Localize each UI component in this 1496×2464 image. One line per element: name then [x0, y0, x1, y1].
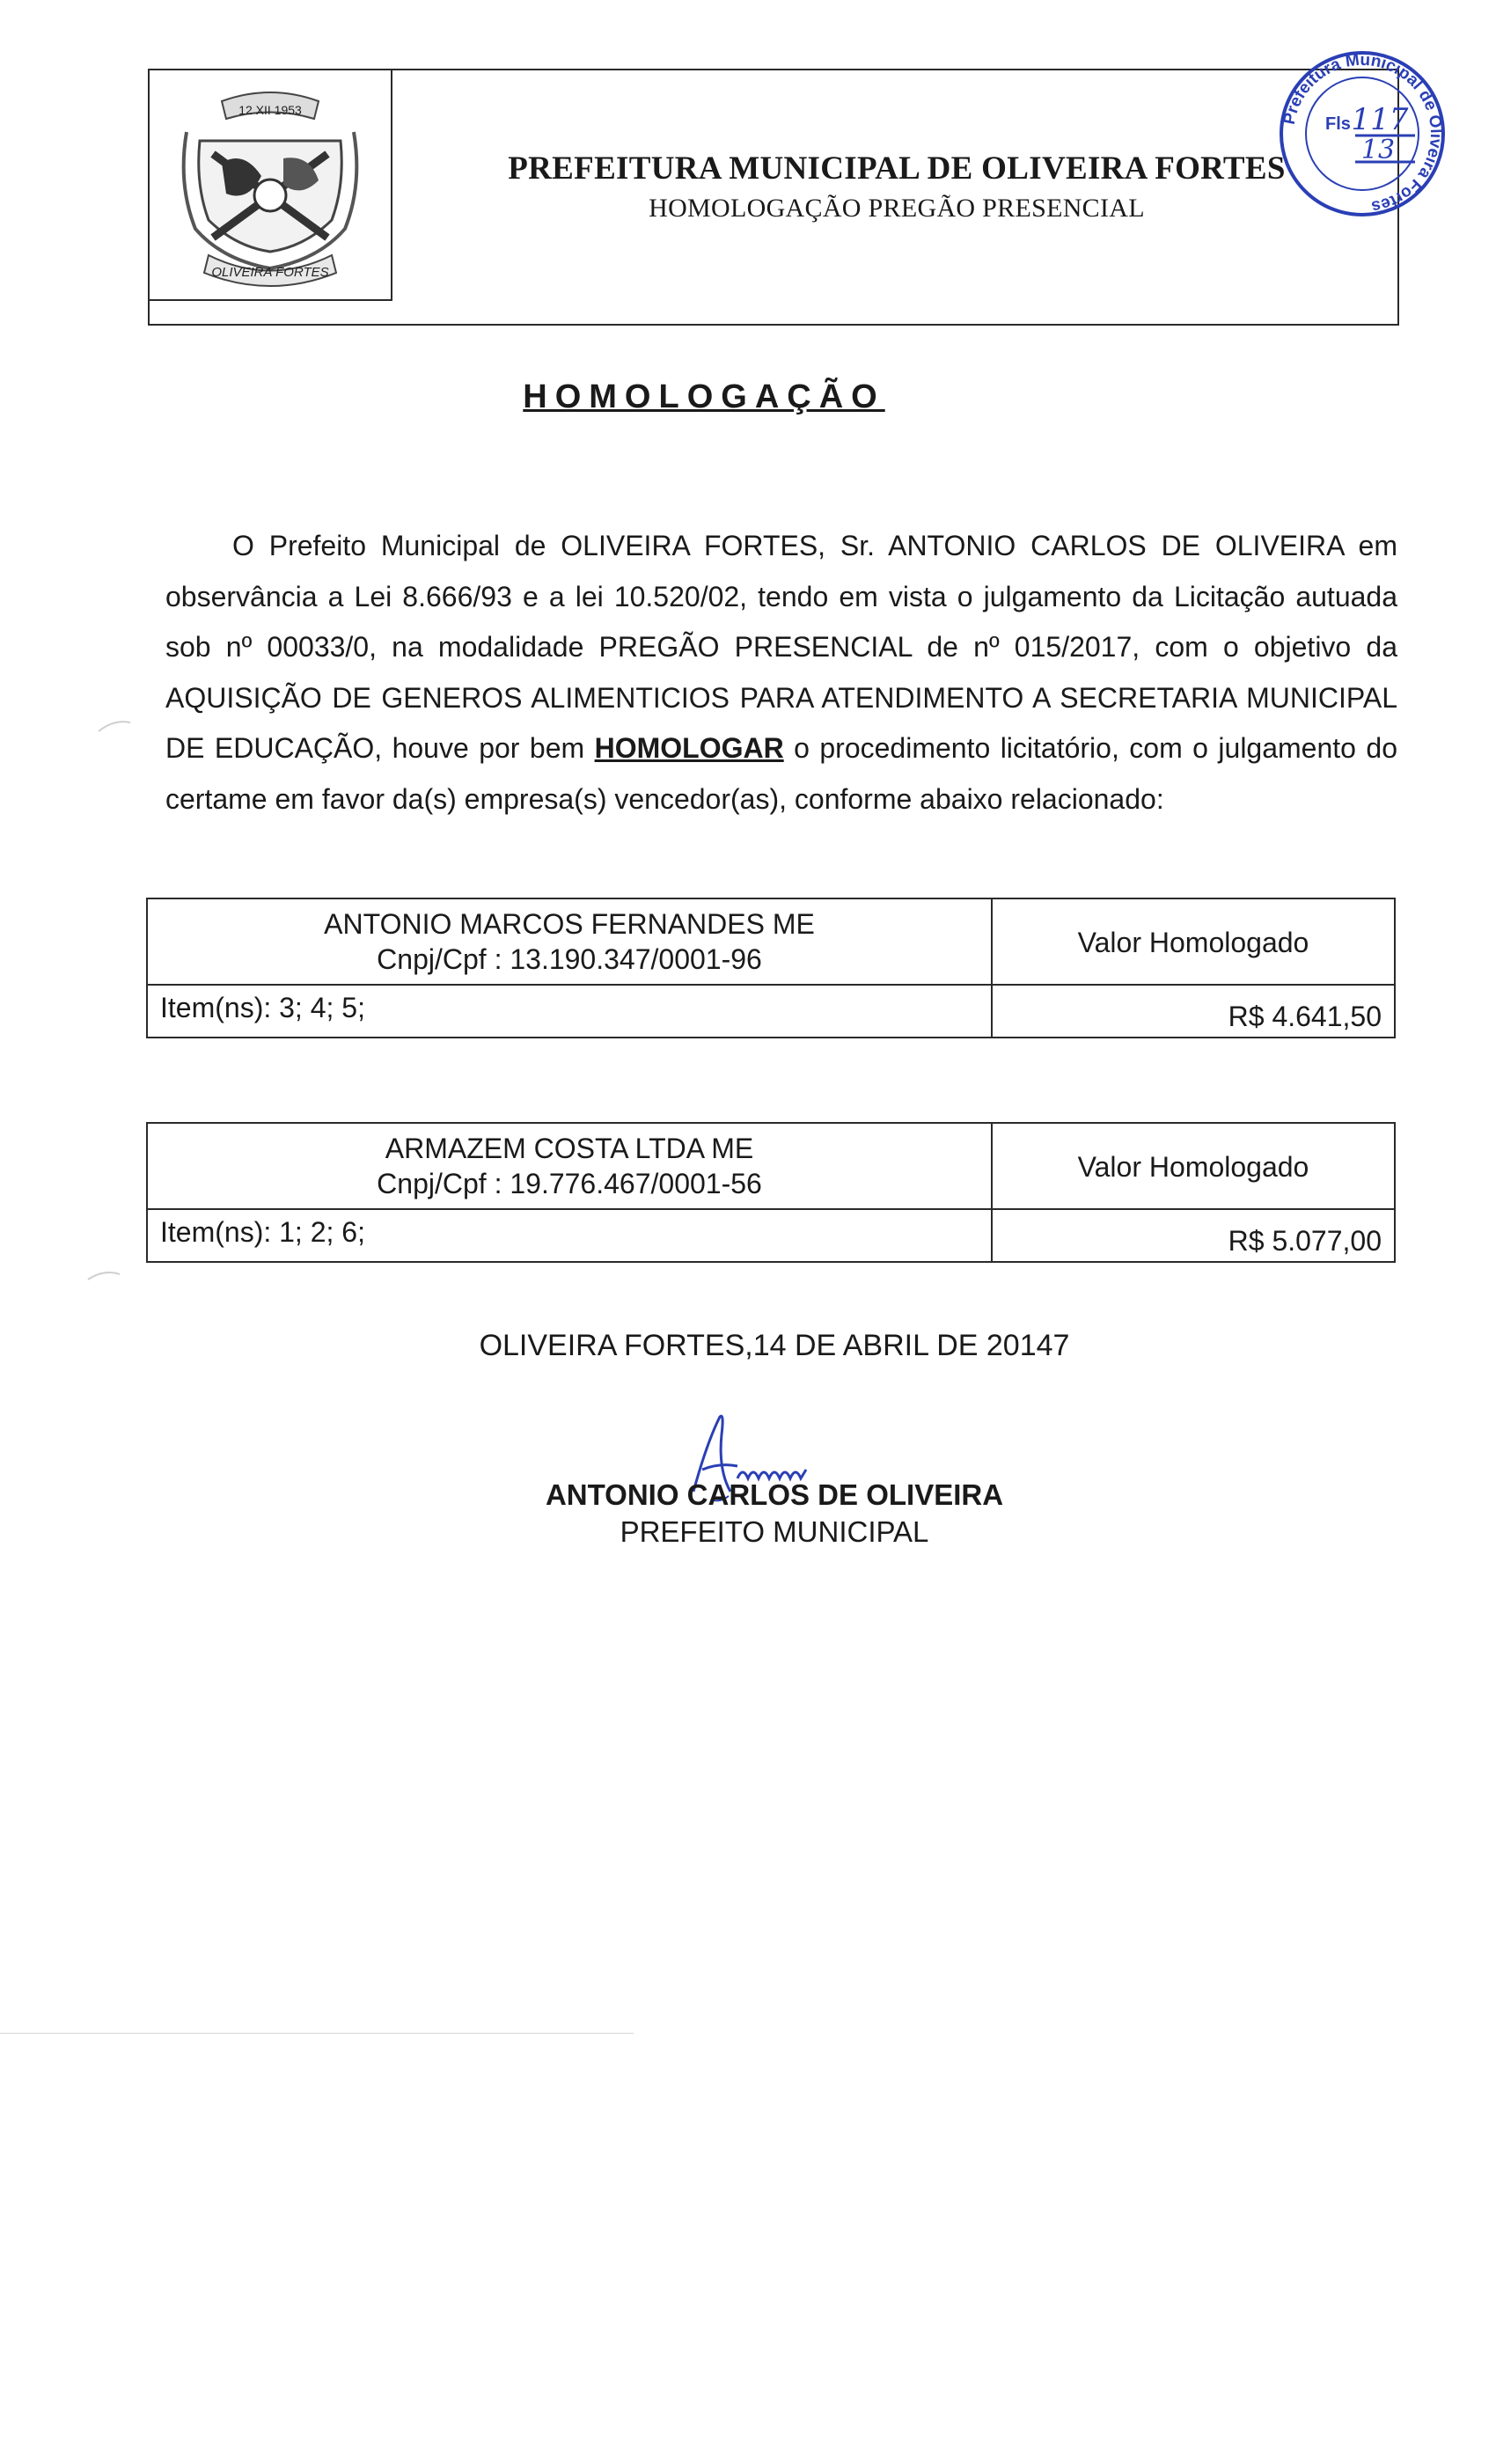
vendor-name-cell [148, 899, 993, 986]
paragraph-text-1: O Prefeito Municipal de OLIVEIRA FORTES, Sr. ANTONIO CARLOS DE OLIVEIRA em observância a Lei 8.666/93 e a lei 10.520/02, tendo em vista o julgamento da Licitação autuada sob nº 00033/0, na modalidade PREGÃO PRESENCIAL de nº 015/2017, com o objetivo da AQUISIÇÃO DE GENEROS ALIMENTICIOS PARA ATENDIMENTO A SECRETARIA MUNICIPAL DE EDUCAÇÃO, houve por bem [165, 530, 1397, 764]
vendor-cnpj: Cnpj/Cpf : 19.776.467/0001-56 [377, 1168, 762, 1199]
vendor-value: R$ 4.641,50 [1228, 1001, 1382, 1032]
vendor-value: R$ 5.077,00 [1228, 1225, 1382, 1257]
paragraph-text-2: o procedimento licitatório, com o julgamento do certame em favor da(s) empresa(s) vencedor(as), conforme abaixo relacionado: [165, 732, 1398, 815]
signer-name: ANTONIO CARLOS DE OLIVEIRA [545, 1478, 1004, 1511]
document-title: HOMOLOGAÇÃO [523, 378, 885, 415]
scan-artifact [86, 1267, 121, 1285]
svg-text:13: 13 [1360, 135, 1396, 165]
svg-text:OLIVEIRA FORTES: OLIVEIRA FORTES [211, 265, 329, 280]
vendor-cnpj: Cnpj/Cpf : 13.190.347/0001-96 [377, 943, 762, 975]
value-label: Valor Homologado [993, 1124, 1394, 1210]
value-label: Valor Homologado [993, 899, 1394, 986]
vendor-name: ARMAZEM COSTA LTDA ME [385, 1133, 754, 1164]
scan-artifact-line [0, 2033, 634, 2034]
coat-of-arms-icon [160, 79, 380, 290]
svg-text:Fls: Fls [1325, 114, 1351, 134]
vendor-items: Item(ns): 1; 2; 6; [148, 1210, 993, 1261]
vendor-items: Item(ns): 3; 4; 5; [148, 986, 993, 1037]
header-subtitle: HOMOLOGAÇÃO PREGÃO PRESENCIAL [649, 194, 1145, 223]
vendor-table [146, 898, 1396, 1038]
municipal-stamp-icon [1274, 46, 1450, 222]
svg-text:Prefeitura Municipal de Olivei: Prefeitura Municipal de Oliveira Fortes [1280, 50, 1446, 216]
logo-cell [150, 70, 392, 301]
header-title: PREFEITURA MUNICIPAL DE OLIVEIRA FORTES [508, 150, 1286, 187]
signer-role: PREFEITO MUNICIPAL [620, 1515, 929, 1548]
vendor-name-cell [148, 1124, 993, 1210]
paragraph-emphasis: HOMOLOGAR [594, 732, 784, 764]
svg-text:12 XII 1953: 12 XII 1953 [238, 103, 302, 117]
vendor-name: ANTONIO MARCOS FERNANDES ME [324, 908, 815, 940]
vendor-table [146, 1122, 1396, 1263]
homologation-paragraph [165, 521, 1397, 825]
svg-text:117: 117 [1351, 102, 1409, 137]
scan-artifact [97, 717, 132, 735]
date-line: OLIVEIRA FORTES,14 DE ABRIL DE 20147 [479, 1329, 1070, 1362]
document-header [148, 69, 1399, 326]
